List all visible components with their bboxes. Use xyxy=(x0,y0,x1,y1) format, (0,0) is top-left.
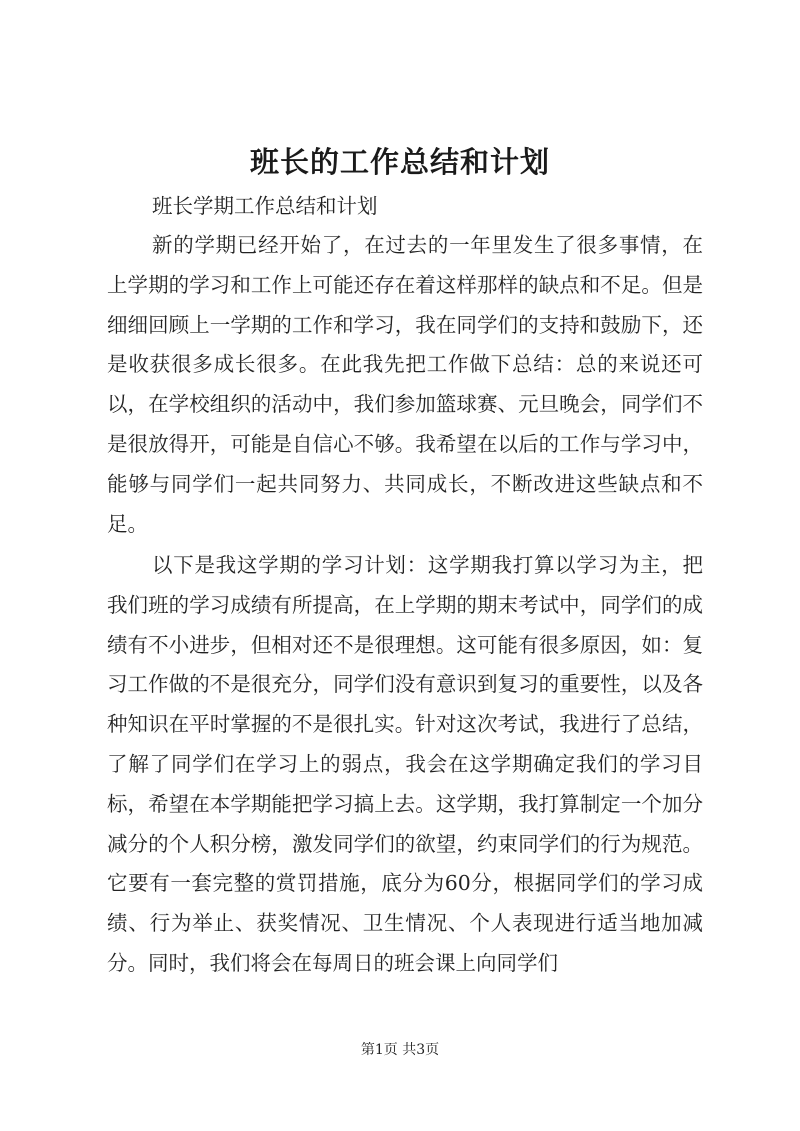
document-title: 班长的工作总结和计划 xyxy=(249,145,550,179)
paragraph-plan: 以下是我这学期的学习计划：这学期我打算以学习为主，把我们班的学习成绩有所提高，在上学期的期末考试中，同学们的成绩有不小进步，但相对还不是很理想。这可能有很多原因，如：复习工作做的不是很充分，同学们没有意识到复习的重要性，以及各种知识在平时掌握的不是很扎实。针对这次考试，我进行了总结，了解了同学们在学习上的弱点，我会在这学期确定我们的学习目标，希望在本学期能把学习搞上去。这学期，我打算制定一个加分减分的个人积分榜，激发同学们的欲望，约束同学们的行为规范。它要有一套完整的赏罚措施，底分为60分，根据同学们的学习成绩、行为举止、获奖情况、卫生情况、个人表现进行适当地加减分。同时，我们将会在每周日的班会课上向同学们 xyxy=(107,553,703,975)
document-subtitle: 班长学期工作总结和计划 xyxy=(152,194,378,218)
page-number-footer: 第1页 共3页 xyxy=(360,1042,440,1058)
paragraph-summary: 新的学期已经开始了，在过去的一年里发生了很多事情，在上学期的学习和工作上可能还存在着这样那样的缺点和不足。但是细细回顾上一学期的工作和学习，我在同学们的支持和鼓励下，还是收获很多成长很多。在此我先把工作做下总结：总的来说还可以，在学校组织的活动中，我们参加篮球赛、元旦晚会，同学们不是很放得开，可能是自信心不够。我希望在以后的工作与学习中，能够与同学们一起共同努力、共同成长，不断改进这些缺点和不足。 xyxy=(107,233,703,536)
